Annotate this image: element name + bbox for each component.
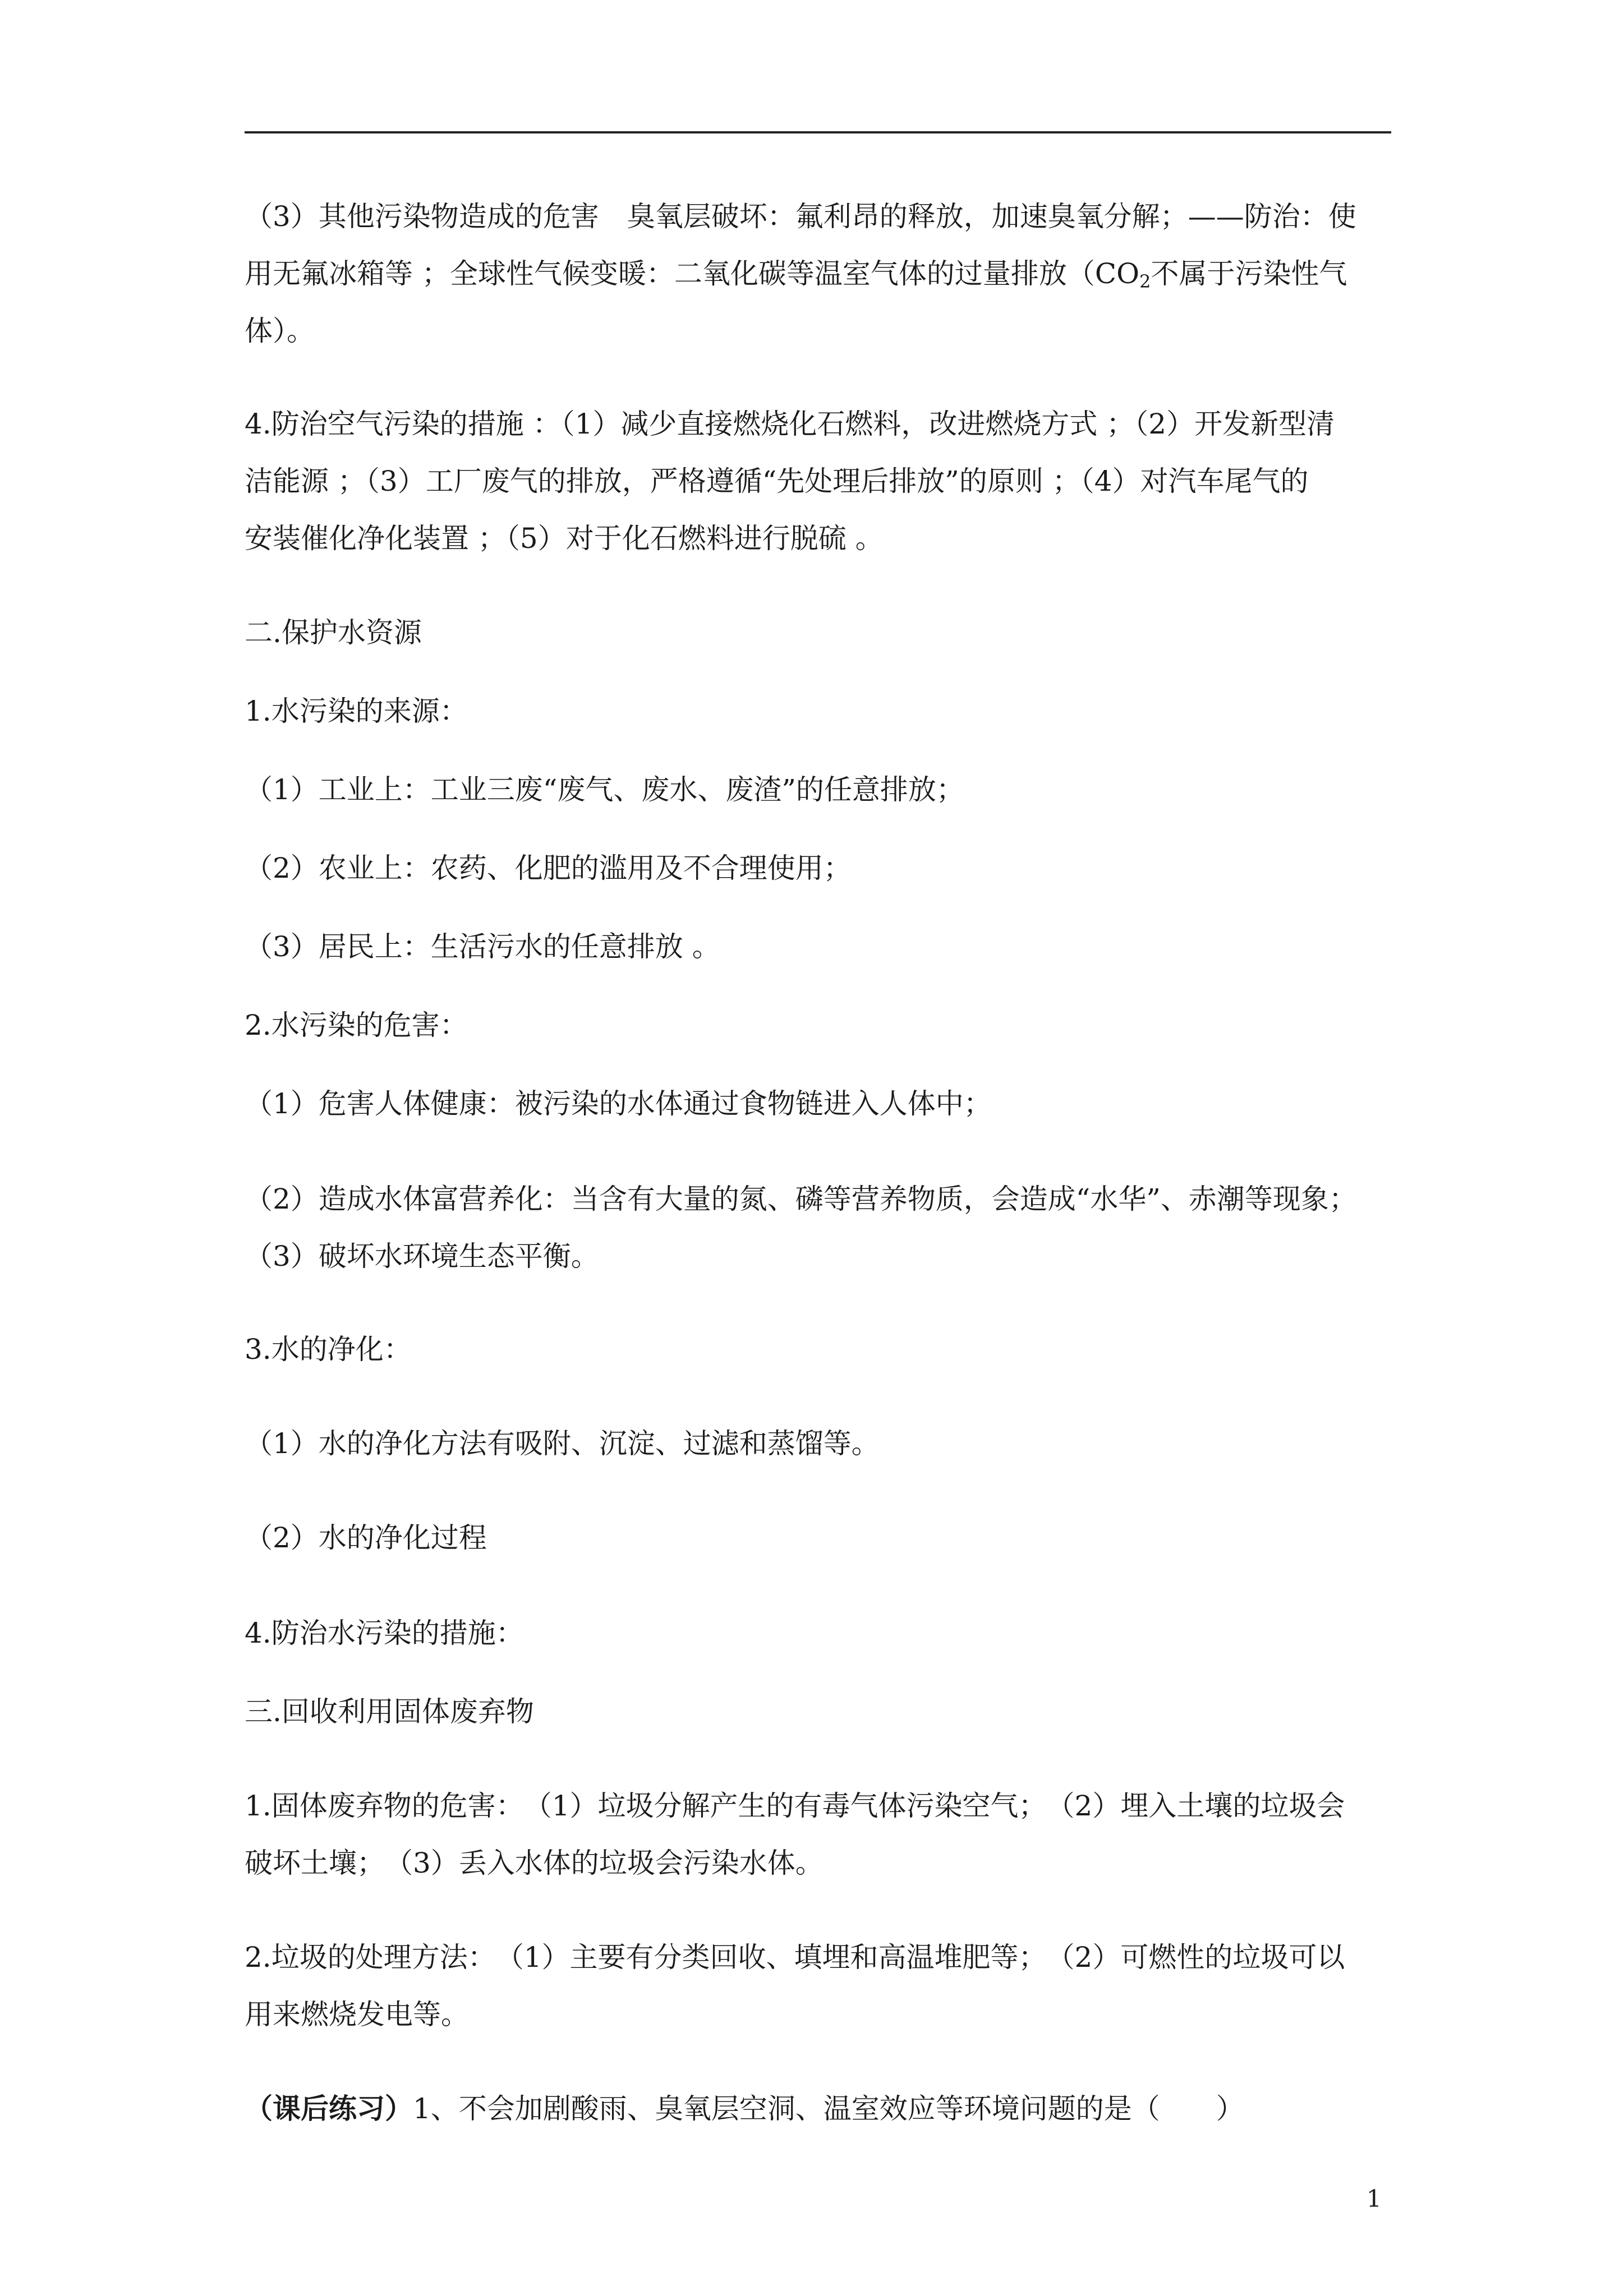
solid-waste-hazards-line-2: 破坏土壤； （3）丢入水体的垃圾会污染水体。 (245, 1847, 823, 1879)
other-hazards-text: 用无氟冰箱等 ；全球性气候变暖：二氧化碳等温室气体的过量排放（CO (245, 257, 1140, 290)
exercise-line (245, 2092, 1400, 2126)
water-hazard-ecology: （3）破坏水环境生态平衡。 (245, 1240, 599, 1273)
water-section-heading: 二.保护水资源 (245, 616, 422, 649)
water-hazard-eutrophication: （2）造成水体富营养化：当含有大量的氮、磷等营养物质，会造成“水华”、赤潮等现象； (245, 1183, 1357, 1215)
water-prevention-title: 4.防治水污染的措施： (245, 1617, 524, 1649)
waste-disposal-line-1: 2.垃圾的处理方法： （1）主要有分类回收、填埋和高温堆肥等； （2）可燃性的垃圾可以 (245, 1941, 1345, 1974)
co2-subscript: 2 (1139, 271, 1151, 291)
exercise-label: （课后练习） (245, 2092, 413, 2125)
air-measures-line-3: 安装催化净化装置 ；（5）对于化石燃料进行脱硫 。 (245, 522, 884, 555)
water-source-industry: （1）工业上：工业三废“废气、废水、废渣”的任意排放； (245, 773, 964, 806)
water-hazard-health: （1）危害人体健康：被污染的水体通过食物链进入人体中； (245, 1087, 992, 1120)
air-measures-line-1: 4.防治空气污染的措施 ：（1）减少直接燃烧化石燃料，改进燃烧方式 ；（2）开发新型清 (245, 408, 1335, 440)
water-sources-title: 1.水污染的来源： (245, 695, 468, 727)
other-hazards-text-end: 不属于污染性气 (1151, 257, 1347, 290)
waste-disposal-line-2: 用来燃烧发电等。 (245, 1998, 469, 2031)
exercise-question: 1、不会加剧酸雨、臭氧层空洞、温室效应等环境问题的是（ ） (413, 2092, 1244, 2125)
air-measures-line-2: 洁能源 ；（3）工厂废气的排放，严格遵循“先处理后排放”的原则 ；（4）对汽车尾气的 (245, 465, 1309, 497)
other-hazards-line-1: （3）其他污染物造成的危害 臭氧层破坏：氟利昂的释放，加速臭氧分解；——防治：使 (245, 200, 1356, 233)
water-source-agriculture: （2）农业上：农药、化肥的滥用及不合理使用； (245, 852, 852, 884)
solid-waste-hazards-line-1: 1.固体废弃物的危害： （1）垃圾分解产生的有毒气体污染空气； （2）埋入土壤的垃圾会 (245, 1790, 1345, 1822)
page-number: 1 (1367, 2185, 1382, 2212)
water-hazards-title: 2.水污染的危害： (245, 1009, 468, 1041)
water-purification-methods: （1）水的净化方法有吸附、沉淀、过滤和蒸馏等。 (245, 1427, 880, 1460)
water-source-residents: （3）居民上：生活污水的任意排放 。 (245, 930, 720, 963)
other-hazards-line-3: 体）。 (245, 315, 315, 347)
solid-waste-heading: 三.回收利用固体废弃物 (245, 1695, 534, 1728)
header-rule (245, 131, 1391, 133)
water-purification-process: （2）水的净化过程 (245, 1522, 487, 1554)
water-purification-title: 3.水的净化： (245, 1333, 412, 1366)
other-hazards-line-2 (245, 257, 1400, 291)
